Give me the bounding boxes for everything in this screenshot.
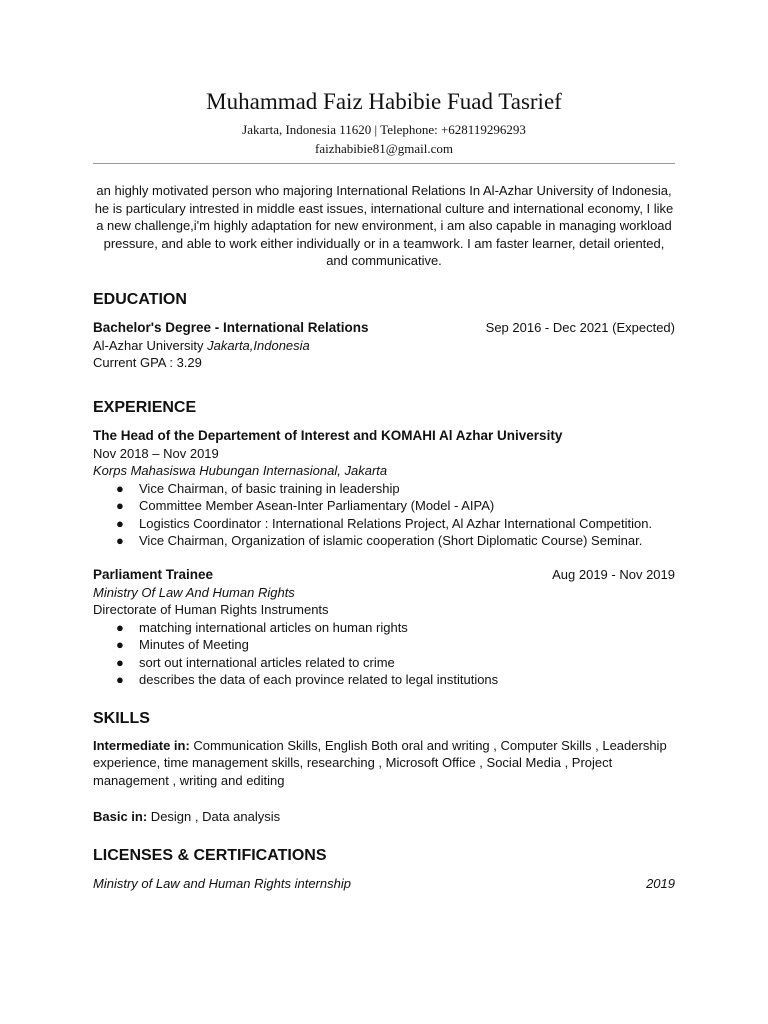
job-organization: Ministry Of Law And Human Rights <box>93 584 295 600</box>
basic-skills <box>93 808 675 826</box>
bullet-text: describes the data of each province related to legal institutions <box>139 672 499 687</box>
university-location: Jakarta,Indonesia <box>207 337 310 353</box>
degree-dates: Sep 2016 - Dec 2021 (Expected) <box>485 319 675 335</box>
list-item <box>93 619 675 637</box>
job-title-row <box>93 566 675 584</box>
experience-heading: EXPERIENCE <box>93 398 197 416</box>
gpa-line: Current GPA : 3.29 <box>93 355 202 370</box>
university-name: Al-Azhar University <box>93 337 204 353</box>
bullet-text: Committee Member Asean-Inter Parliamentary (Model - AIPA) <box>139 498 495 513</box>
candidate-name: Muhammad Faiz Habibie Fuad Tasrief <box>206 89 562 114</box>
bullet-text: sort out international articles related to crime <box>139 654 395 670</box>
list-item <box>93 480 675 498</box>
bullet-icon: ● <box>116 672 124 687</box>
skills-section <box>93 709 675 826</box>
job-dates: Aug 2019 - Nov 2019 <box>552 566 675 582</box>
job-bullet-list <box>93 619 675 689</box>
list-item <box>93 497 675 515</box>
certification-name: Ministry of Law and Human Rights internship <box>93 875 351 891</box>
education-heading: EDUCATION <box>93 290 187 308</box>
bullet-icon: ● <box>116 480 124 496</box>
intermediate-skills-text: Communication Skills, English Both oral and writing , Computer Skills , Leadership experience, time management skills, researching , Microsoft Office , Social Media , Project management , writing and editing <box>93 737 667 788</box>
list-item <box>93 636 675 654</box>
degree-title: Bachelor's Degree - International Relations <box>93 319 369 335</box>
bullet-icon: ● <box>116 637 124 652</box>
bullet-icon: ● <box>116 515 124 531</box>
education-section <box>93 290 675 372</box>
header-divider <box>93 163 675 164</box>
certification-row <box>93 875 675 893</box>
email-address: faizhabibie81@gmail.com <box>315 141 453 156</box>
job-dates: Nov 2018 – Nov 2019 <box>93 445 219 461</box>
basic-label: Basic in: <box>93 809 148 824</box>
job-title: Parliament Trainee <box>93 566 214 582</box>
list-item <box>93 532 675 550</box>
bullet-text: Logistics Coordinator : International Relations Project, Al Azhar International Competition. <box>139 515 653 531</box>
bullet-icon: ● <box>116 619 124 635</box>
university-line <box>93 337 675 355</box>
job-entry <box>93 427 675 550</box>
list-item <box>93 515 675 533</box>
contact-line: Jakarta, Indonesia 11620 | Telephone: +628119296293 <box>242 122 526 137</box>
bullet-icon: ● <box>116 654 124 670</box>
profile-summary: an highly motivated person who majoring International Relations In Al-Azhar University of Indonesia, he is particulary intrested in middle east issues, international culture and international economy, I like a new challenge,i'm highly adaptation for new environment, i am also capable in managing workload pressure, and able to work either individually or in a teamwork. I am faster learner, detail oriented, and communicative. <box>94 183 674 268</box>
bullet-text: matching international articles on human rights <box>139 619 408 635</box>
certifications-heading: LICENSES & CERTIFICATIONS <box>93 846 327 864</box>
resume-page <box>93 88 675 892</box>
job-bullet-list <box>93 480 675 550</box>
job-department: Directorate of Human Rights Instruments <box>93 602 329 617</box>
job-entry <box>93 566 675 689</box>
skills-heading: SKILLS <box>93 709 150 727</box>
intermediate-skills <box>93 737 675 790</box>
basic-skills-text: Design , Data analysis <box>147 809 281 824</box>
bullet-icon: ● <box>116 533 124 548</box>
list-item <box>93 671 675 689</box>
list-item <box>93 654 675 672</box>
bullet-icon: ● <box>116 498 124 513</box>
certifications-section <box>93 846 675 893</box>
bullet-text: Vice Chairman, Organization of islamic cooperation (Short Diplomatic Course) Seminar. <box>139 533 643 548</box>
bullet-text: Minutes of Meeting <box>139 637 249 652</box>
intermediate-label: Intermediate in: <box>93 737 190 753</box>
job-title: The Head of the Departement of Interest and KOMAHI Al Azhar University <box>93 427 563 443</box>
job-organization: Korps Mahasiswa Hubungan Internasional, Jakarta <box>93 463 388 478</box>
experience-section <box>93 398 675 689</box>
bullet-text: Vice Chairman, of basic training in leadership <box>139 480 400 496</box>
certification-year: 2019 <box>646 875 675 891</box>
degree-row <box>93 319 675 337</box>
